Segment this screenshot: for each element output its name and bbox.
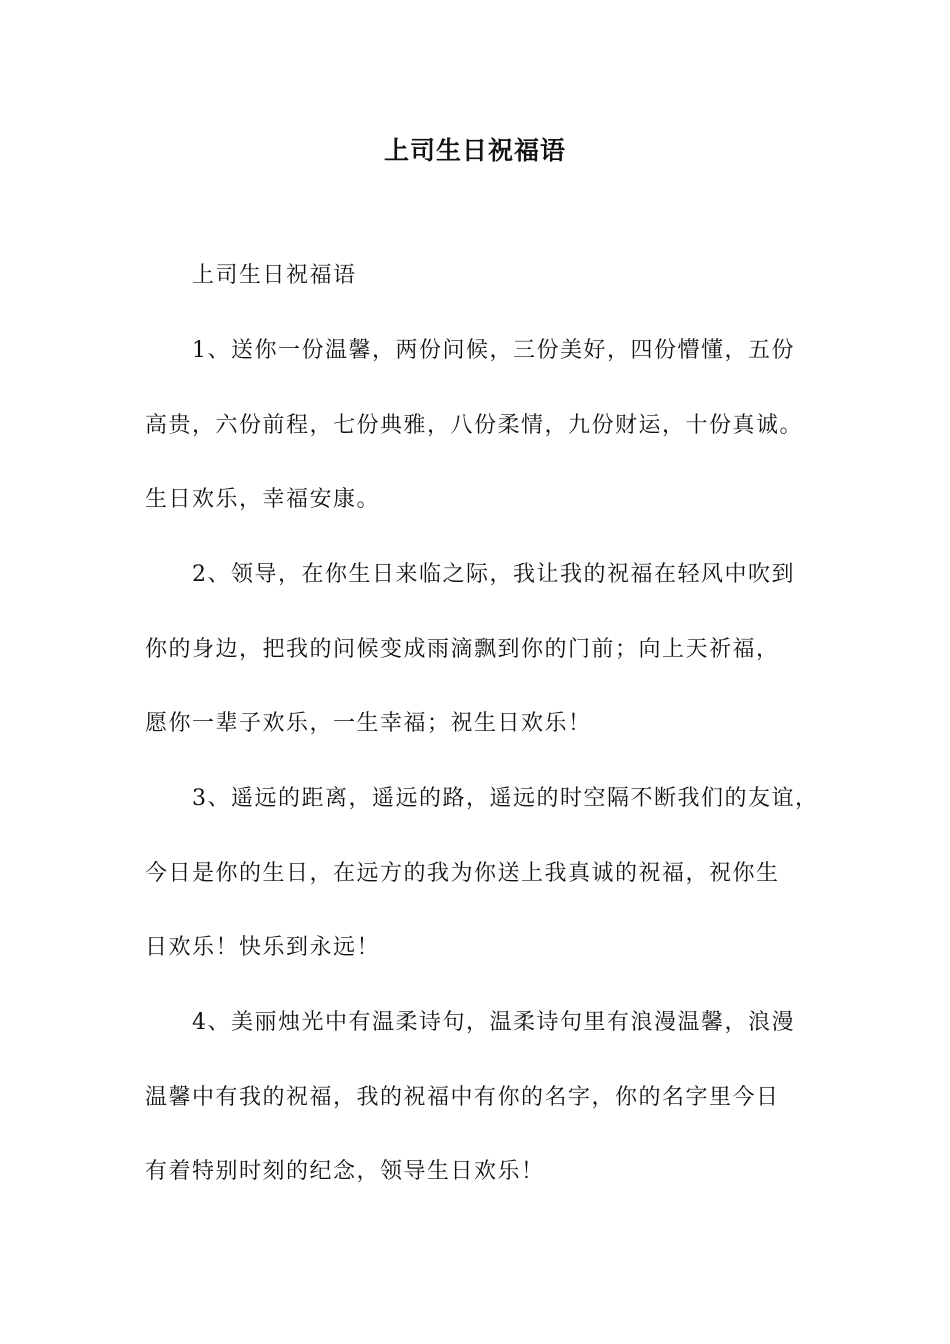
paragraph-1-line-1: 1、送你一份温馨，两份问候，三份美好，四份懵懂，五份 xyxy=(192,338,795,363)
paragraph-3-line-3: 日欢乐！快乐到永远！ xyxy=(145,935,381,960)
paragraph-1-line-3: 生日欢乐，幸福安康。 xyxy=(145,487,381,512)
paragraph-4-line-3: 有着特别时刻的纪念，领导生日欢乐！ xyxy=(145,1159,545,1184)
paragraph-2-line-3: 愿你一辈子欢乐，一生幸福；祝生日欢乐！ xyxy=(145,711,592,736)
subtitle-line: 上司生日祝福语 xyxy=(192,263,357,288)
paragraph-4-line-1: 4、美丽烛光中有温柔诗句，温柔诗句里有浪漫温馨，浪漫 xyxy=(192,1010,795,1035)
paragraph-1-line-2: 高贵，六份前程，七份典雅，八份柔情，九份财运，十份真诚。 xyxy=(145,413,804,438)
paragraph-2-line-2: 你的身边，把我的问候变成雨滴飘到你的门前；向上天祈福， xyxy=(145,637,780,662)
paragraph-2-line-1: 2、领导，在你生日来临之际，我让我的祝福在轻风中吹到 xyxy=(192,562,795,587)
paragraph-3-line-2: 今日是你的生日，在远方的我为你送上我真诚的祝福，祝你生 xyxy=(145,861,780,886)
paragraph-4-line-2: 温馨中有我的祝福，我的祝福中有你的名字，你的名字里今日 xyxy=(145,1085,780,1110)
paragraph-3-line-1: 3、遥远的距离，遥远的路，遥远的时空隔不断我们的友谊， xyxy=(192,786,819,811)
document-title: 上司生日祝福语 xyxy=(383,136,566,165)
